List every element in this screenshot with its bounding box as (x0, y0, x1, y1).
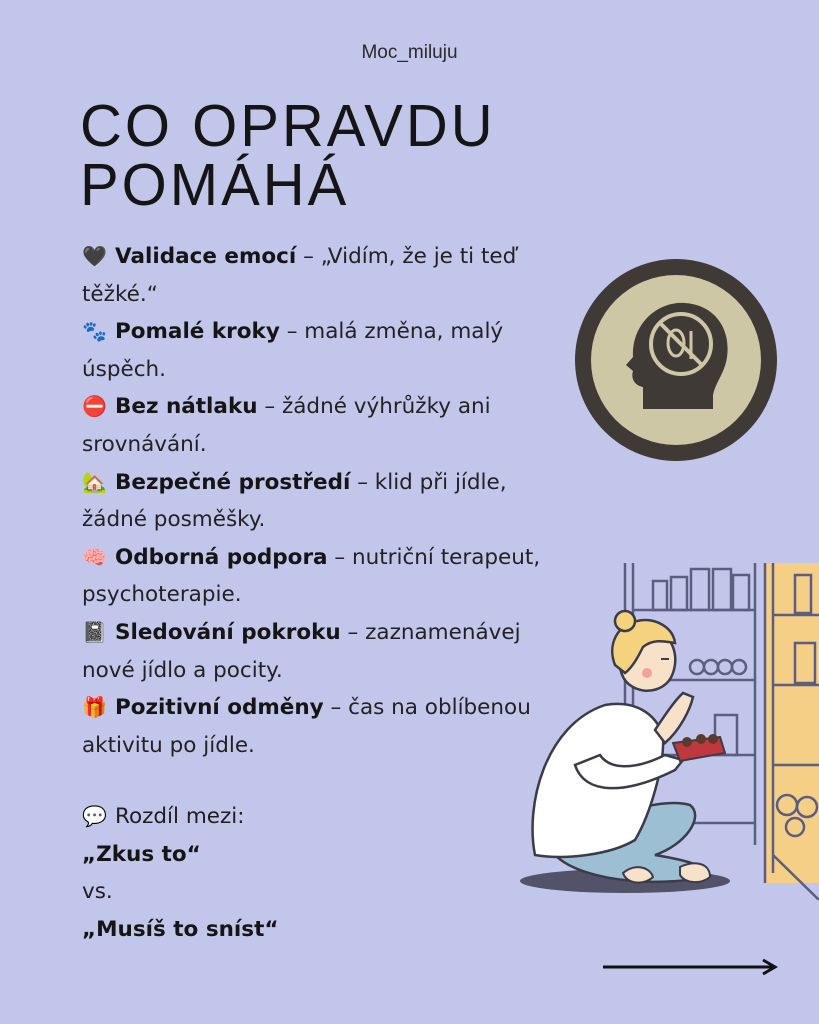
list-item (82, 539, 562, 614)
item-heading: Odborná podpora (115, 544, 328, 570)
difference-block (82, 798, 279, 948)
difference-label-row (82, 798, 279, 836)
item-text: – „Vidím, že je ti teď těžké.“ (82, 244, 517, 307)
difference-option-1: „Zkus to“ (82, 841, 201, 867)
tips-list (82, 238, 562, 764)
item-heading: Bez nátlaku (115, 394, 258, 420)
gift-icon: 🎁 (82, 695, 107, 720)
list-item (82, 313, 562, 388)
item-text: – žádné výhrůžky ani srovnávání. (82, 394, 491, 457)
list-item (82, 689, 562, 764)
item-text: – malá změna, malý úspěch. (82, 319, 504, 382)
list-item (82, 388, 562, 463)
difference-option-2: „Musíš to sníst“ (82, 916, 279, 942)
title-line-2: POMÁHÁ (80, 151, 350, 219)
head-no-food-icon (575, 259, 777, 461)
item-heading: Pomalé kroky (115, 319, 280, 345)
item-heading: Pozitivní odměny (115, 695, 324, 721)
girl-at-fridge-illustration (515, 555, 819, 900)
difference-label: Rozdíl mezi: (115, 804, 245, 829)
list-item (82, 464, 562, 539)
item-text: – zaznamenávej nové jídlo a pocity. (82, 619, 521, 683)
title-line-1: CO OPRAVDU (80, 92, 496, 160)
item-text: – nutriční terapeut, psychoterapie. (82, 544, 541, 608)
difference-vs: vs. (82, 879, 113, 905)
speech-bubble-icon: 💬 (82, 804, 107, 828)
account-handle: Moc_miluju (361, 42, 458, 63)
black-heart-icon: 🖤 (82, 244, 107, 268)
item-heading: Sledování pokroku (115, 619, 341, 645)
item-text: – klid při jídle, žádné posměšky. (82, 469, 507, 533)
page-title (80, 92, 496, 219)
list-item (82, 238, 562, 313)
item-heading: Bezpečné prostředí (115, 469, 351, 495)
paw-prints-icon: 🐾 (82, 319, 107, 344)
item-heading: Validace emocí (115, 244, 297, 269)
house-icon: 🏡 (82, 469, 107, 494)
item-text: – čas na oblíbenou aktivitu po jídle. (82, 695, 531, 758)
brain-icon: 🧠 (82, 544, 107, 569)
notebook-icon: 📓 (82, 619, 107, 644)
next-arrow-icon[interactable] (603, 958, 779, 976)
no-entry-icon: ⛔ (82, 394, 107, 419)
list-item (82, 614, 562, 689)
